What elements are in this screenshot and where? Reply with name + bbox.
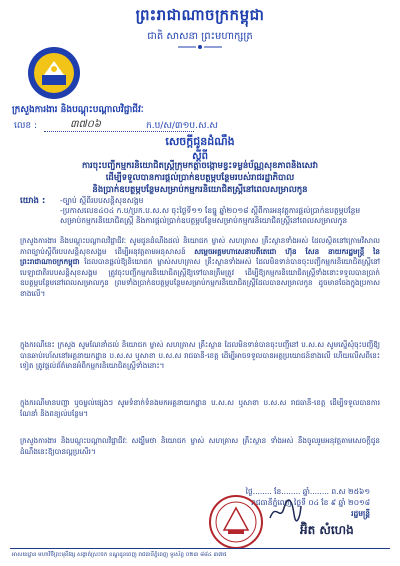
ministry-logo-icon xyxy=(26,45,82,101)
signer-name: អ៊ិត សំហេង xyxy=(300,523,354,537)
title-line: ការចុះបញ្ជីកម្មករនិយោជិតស្ត្រីក្រុមកត្តាចង្កោមខ្វះទម្ងន់ប័ណ្ណសុខភាពនិងសេវា xyxy=(81,161,319,171)
title-line: និងប្រាក់ឧបត្ថម្ភបន្ថែមសម្រាប់កម្មករនិយោជិតស្ត្រីនៅពេលសម្រាលកូន xyxy=(92,185,308,195)
reference-item: -ប្រកាសលេខ៤០៤ ក.ប/ប្រក.ប.ស.ស ចុះថ្ងៃទី១១ ខែធ្នូ ឆ្នាំ២០១៨ ស្តីពីការអនុវត្តការផ្តល់ប្រាក់ឧបត្ថម្ភបន្ថែមសម្រាប់កម្មករនិយោជិតស្ត្រី និងការផ្តល់ប្រាក់ឧបត្ថម្ភបន្ថែមសម្រាប់កម្មករនិយោជិតស្ត្រីនៅពេលសម្រាលកូន xyxy=(60,206,361,225)
references-label: យោង : xyxy=(20,196,46,206)
paragraph-emphasis: សម្តេចអគ្គមហាសេនាបតីតេជោ ហ៊ុន សែន នាយករដ្ឋមន្ត្រី នៃព្រះរាជាណាចក្រកម្ពុជា xyxy=(20,246,380,266)
body-paragraph-3: ក្នុងករណីមានបញ្ហា ឬចម្ងល់ផ្សេងៗ សូមទំនាក់ទំនងមកអគ្គនាយកដ្ឋាន ប.ស.ស ឬសាខា ប.ស.ស រាជធានី-ខេត្ត ដើម្បីទទួលបានការណែនាំ និងពន្យល់បន្ថែម។ xyxy=(20,398,380,418)
official-seal-icon xyxy=(208,494,264,550)
solar-date: រាជធានីភ្នំពេញ ថ្ងៃទី ០៤ ខែ ៩ ឆ្នាំ ២០១៨ xyxy=(251,498,370,507)
national-motto: ជាតិ សាសនា ព្រះមហាក្សត្រ xyxy=(147,31,253,42)
body-paragraph-1 xyxy=(20,236,380,299)
document-title xyxy=(48,160,352,196)
number-label: លេខ : xyxy=(14,121,38,131)
signature-icon xyxy=(268,498,302,524)
document-number-code: ក.ប/ស/៣១ប.ស.ស xyxy=(146,121,218,131)
title-line: ដើម្បីទទួលបានការផ្តល់ប្រាក់ឧបត្ថម្ភបន្ថែមរបស់រាជរដ្ឋាភិបាល xyxy=(105,173,295,183)
footer-divider xyxy=(10,548,390,549)
paragraph-intro: ក្រសួងការងារ និងបណ្តុះបណ្តាលវិជ្ជាជីវៈ សូមជូនដំណឹងដល់ និយោជក ម្ចាស់ សហគ្រាស គ្រឹះស្ថានទាំងអស់ ដែលស្ថិតនៅក្រោមវិសាលភាពច្បាប់ស្តីពីរបបសន្តិសុខសង្គម ដើម្បីអនុវត្តតាមអនុសាសន៍ xyxy=(20,236,380,256)
document-number-handwritten: ៣៧០៦ xyxy=(70,119,101,130)
signer-title: រដ្ឋមន្ត្រី xyxy=(351,509,370,518)
footer-address: អាសយដ្ឋាន មហាវិថីព្រះមុនីវង្ស សង្កាត់ស្រះចក ខណ្ឌដូនពេញ រាជធានីភ្នំពេញ ទូរស័ព្ទ ០២៣ ៨៨៤ ៣៧៥ xyxy=(12,552,227,558)
kingdom-title: ព្រះរាជាណាចក្រកម្ពុជា xyxy=(135,6,265,24)
document-type-heading: សេចក្តីជូនដំណឹង xyxy=(165,135,235,148)
references-list xyxy=(60,196,378,226)
ornament-divider-icon xyxy=(176,44,224,50)
body-paragraph-4: ក្រសួងការងារ និងបណ្តុះបណ្តាលវិជ្ជាជីវៈ សង្ឃឹមថា និយោជក ម្ចាស់ សហគ្រាស គ្រឹះស្ថាន ទាំងអស់ នឹងចូលរួមអនុវត្តតាមសេចក្តីជូនដំណឹងនេះឱ្យបានល្អប្រសើរ។ xyxy=(20,436,380,456)
reference-item: -ច្បាប់ ស្តីពីរបបសន្តិសុខសង្គម xyxy=(60,196,144,205)
paragraph-rest: ដែលបានផ្តល់ឱ្យនិយោជក ម្ចាស់សហគ្រាស គ្រឹះស្ថានទាំងអស់ ដែលមិនទាន់បានចុះបញ្ជីកម្មករនិយោជិតស្ត្រីនៅ បេឡាជាតិរបបសន្តិសុខសង្គម ត្រូវចុះបញ្ជីកម្មករនិយោជិតស្ត្រីឱ្យទៅបានត្រឹមត្រូវ ដើម្បីឱ្យកម្មករនិយោជិតស្ត្រីទាំងនោះទទួលបានប្រាក់ឧបត្ថម្ភបន្ថែមនៅពេលសម្រាលកូន ព្រមទាំងប្រាក់ឧបត្ថម្ភបន្ថែមសម្រាប់កម្មករនិយោជិតស្ត្រីដែលបានសម្រាលកូន ដូចមានចែងក្នុងប្រកាសខាងលើ។ xyxy=(20,257,380,298)
body-paragraph-2: ក្នុងករណីនេះ ក្រសួង សូមណែនាំដល់ និយោជក ម្ចាស់ សហគ្រាស គ្រឹះស្ថាន ដែលមិនទាន់បានចុះបញ្ជីនៅ ប.ស.ស សូមស្នើសុំចុះបញ្ជីឱ្យបានឆាប់រហ័សនៅអគ្គនាយកដ្ឋាន ប.ស.ស ឬសាខា ប.ស.ស រាជធានី-ខេត្ត ដើម្បីអាចទទួលបានអត្ថប្រយោជន៍ខាងលើ ហើយលើសពីនេះទៀត ត្រូវផ្តល់ព័ត៌មានអំពីកម្មករនិយោជិតស្ត្រីទាំងនោះ។ xyxy=(20,340,380,370)
closing-dates xyxy=(246,486,370,519)
issuing-ministry: ក្រសួងការងារ និងបណ្តុះបណ្តាលវិជ្ជាជីវៈ xyxy=(12,105,144,115)
subject-label: ស្តីពី xyxy=(192,151,208,162)
lunar-date: ថ្ងៃ........ ខែ........ ឆ្នាំ........ ព.ស ២៥៦១ xyxy=(245,487,370,496)
